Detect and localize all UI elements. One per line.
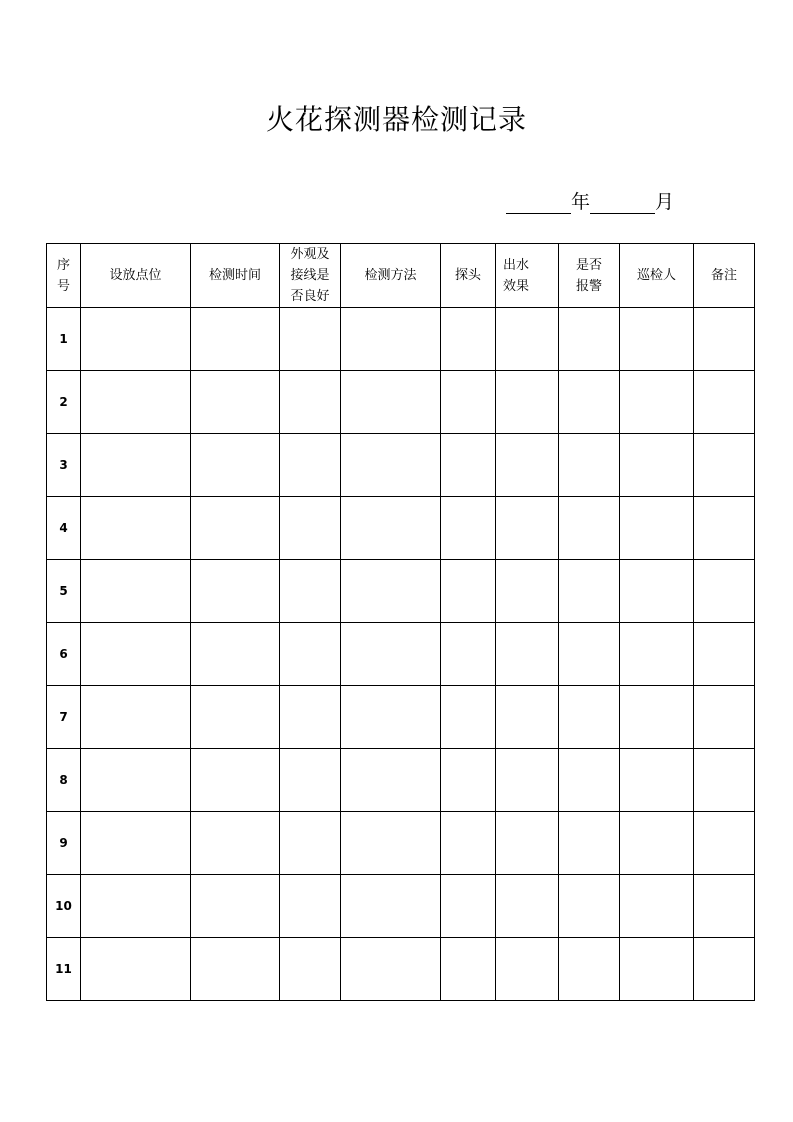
table-cell[interactable] (559, 812, 620, 875)
row-number: 9 (47, 812, 81, 875)
table-cell[interactable] (620, 812, 694, 875)
table-cell[interactable] (559, 623, 620, 686)
table-cell[interactable] (341, 875, 441, 938)
table-cell[interactable] (441, 938, 496, 1001)
table-cell[interactable] (191, 371, 280, 434)
table-cell[interactable] (280, 497, 341, 560)
table-cell[interactable] (280, 560, 341, 623)
table-cell[interactable] (694, 686, 755, 749)
table-row (47, 812, 755, 875)
header-appearance: 外观及 接线是 否良好 (280, 244, 341, 308)
year-label: 年 (571, 191, 591, 213)
table-cell[interactable] (694, 749, 755, 812)
table-cell[interactable] (441, 686, 496, 749)
header-time: 检测时间 (191, 244, 280, 308)
table-cell[interactable] (496, 560, 559, 623)
header-probe: 探头 (441, 244, 496, 308)
table-cell[interactable] (280, 623, 341, 686)
table-cell[interactable] (496, 812, 559, 875)
table-cell[interactable] (441, 371, 496, 434)
header-alarm: 是否 报警 (559, 244, 620, 308)
table-cell[interactable] (441, 308, 496, 371)
table-row (47, 560, 755, 623)
month-label: 月 (655, 191, 675, 213)
month-blank[interactable] (590, 191, 655, 214)
row-number: 4 (47, 497, 81, 560)
row-number: 10 (47, 875, 81, 938)
table-cell[interactable] (496, 497, 559, 560)
date-line (506, 187, 674, 214)
table-cell[interactable] (191, 686, 280, 749)
table-cell[interactable] (694, 308, 755, 371)
table-cell[interactable] (559, 938, 620, 1001)
table-cell[interactable] (559, 560, 620, 623)
table-row (47, 371, 755, 434)
table-cell[interactable] (191, 875, 280, 938)
table-row (47, 875, 755, 938)
table-cell[interactable] (81, 560, 191, 623)
table-cell[interactable] (280, 686, 341, 749)
table-cell[interactable] (694, 560, 755, 623)
table-row (47, 686, 755, 749)
table-cell[interactable] (694, 623, 755, 686)
table-cell[interactable] (620, 749, 694, 812)
table-cell[interactable] (191, 623, 280, 686)
table-cell[interactable] (620, 938, 694, 1001)
table-cell[interactable] (191, 497, 280, 560)
table-cell[interactable] (620, 686, 694, 749)
table-cell[interactable] (341, 623, 441, 686)
table-row (47, 623, 755, 686)
table-cell[interactable] (496, 875, 559, 938)
table-cell[interactable] (81, 623, 191, 686)
table-cell[interactable] (191, 749, 280, 812)
header-inspector: 巡检人 (620, 244, 694, 308)
header-water-effect: 出水 效果 (496, 244, 559, 308)
table-cell[interactable] (280, 434, 341, 497)
table-cell[interactable] (620, 308, 694, 371)
table-cell[interactable] (191, 434, 280, 497)
table-cell[interactable] (81, 938, 191, 1001)
header-row (47, 244, 755, 308)
table-cell[interactable] (559, 371, 620, 434)
table-cell[interactable] (341, 749, 441, 812)
table-row (47, 497, 755, 560)
table-cell[interactable] (280, 308, 341, 371)
table-cell[interactable] (341, 938, 441, 1001)
table-cell[interactable] (496, 749, 559, 812)
table-cell[interactable] (694, 371, 755, 434)
table-cell[interactable] (341, 434, 441, 497)
table-cell[interactable] (191, 308, 280, 371)
header-method: 检测方法 (341, 244, 441, 308)
table-cell[interactable] (620, 497, 694, 560)
table-cell[interactable] (81, 371, 191, 434)
table-cell[interactable] (496, 371, 559, 434)
table-cell[interactable] (559, 308, 620, 371)
table-cell[interactable] (191, 812, 280, 875)
table-row (47, 749, 755, 812)
table-cell[interactable] (81, 308, 191, 371)
table-cell[interactable] (694, 434, 755, 497)
table-cell[interactable] (341, 497, 441, 560)
table-cell[interactable] (620, 623, 694, 686)
table-cell[interactable] (559, 497, 620, 560)
row-number: 8 (47, 749, 81, 812)
table-cell[interactable] (341, 812, 441, 875)
row-number: 7 (47, 686, 81, 749)
table-cell[interactable] (441, 497, 496, 560)
table-cell[interactable] (694, 938, 755, 1001)
table-row (47, 434, 755, 497)
table-cell[interactable] (341, 686, 441, 749)
table-cell[interactable] (694, 875, 755, 938)
row-number: 2 (47, 371, 81, 434)
table-cell[interactable] (81, 434, 191, 497)
table-cell[interactable] (620, 371, 694, 434)
table-cell[interactable] (559, 434, 620, 497)
header-location: 设放点位 (81, 244, 191, 308)
row-number: 5 (47, 560, 81, 623)
table-cell[interactable] (81, 875, 191, 938)
table-cell[interactable] (280, 371, 341, 434)
table-row (47, 308, 755, 371)
table-cell[interactable] (441, 434, 496, 497)
table-cell[interactable] (280, 875, 341, 938)
table-cell[interactable] (559, 875, 620, 938)
table-cell[interactable] (280, 749, 341, 812)
inspection-record-table (46, 243, 755, 1001)
table-cell[interactable] (620, 875, 694, 938)
table-row (47, 938, 755, 1001)
document-title: 火花探测器检测记录 (265, 103, 527, 136)
table-cell[interactable] (559, 749, 620, 812)
table-cell[interactable] (496, 308, 559, 371)
table-cell[interactable] (81, 497, 191, 560)
row-number: 11 (47, 938, 81, 1001)
table-cell[interactable] (441, 875, 496, 938)
table-cell[interactable] (280, 938, 341, 1001)
row-number: 1 (47, 308, 81, 371)
table-cell[interactable] (694, 497, 755, 560)
table-cell[interactable] (496, 686, 559, 749)
table-cell[interactable] (191, 938, 280, 1001)
table-cell[interactable] (341, 308, 441, 371)
table-cell[interactable] (496, 623, 559, 686)
table-cell[interactable] (559, 686, 620, 749)
table-cell[interactable] (441, 812, 496, 875)
table-cell[interactable] (441, 749, 496, 812)
row-number: 3 (47, 434, 81, 497)
table-cell[interactable] (441, 560, 496, 623)
table-cell[interactable] (191, 560, 280, 623)
table-cell[interactable] (81, 749, 191, 812)
year-blank[interactable] (506, 191, 571, 214)
table-cell[interactable] (496, 434, 559, 497)
table-cell[interactable] (441, 623, 496, 686)
row-number: 6 (47, 623, 81, 686)
table-cell[interactable] (496, 938, 559, 1001)
table-cell[interactable] (694, 812, 755, 875)
table-cell[interactable] (620, 560, 694, 623)
table-cell[interactable] (620, 434, 694, 497)
header-serial: 序 号 (47, 244, 81, 308)
header-remarks: 备注 (694, 244, 755, 308)
table-cell[interactable] (341, 560, 441, 623)
table-cell[interactable] (81, 686, 191, 749)
table-cell[interactable] (341, 371, 441, 434)
table-body (47, 308, 755, 1001)
table-cell[interactable] (81, 812, 191, 875)
table-cell[interactable] (280, 812, 341, 875)
